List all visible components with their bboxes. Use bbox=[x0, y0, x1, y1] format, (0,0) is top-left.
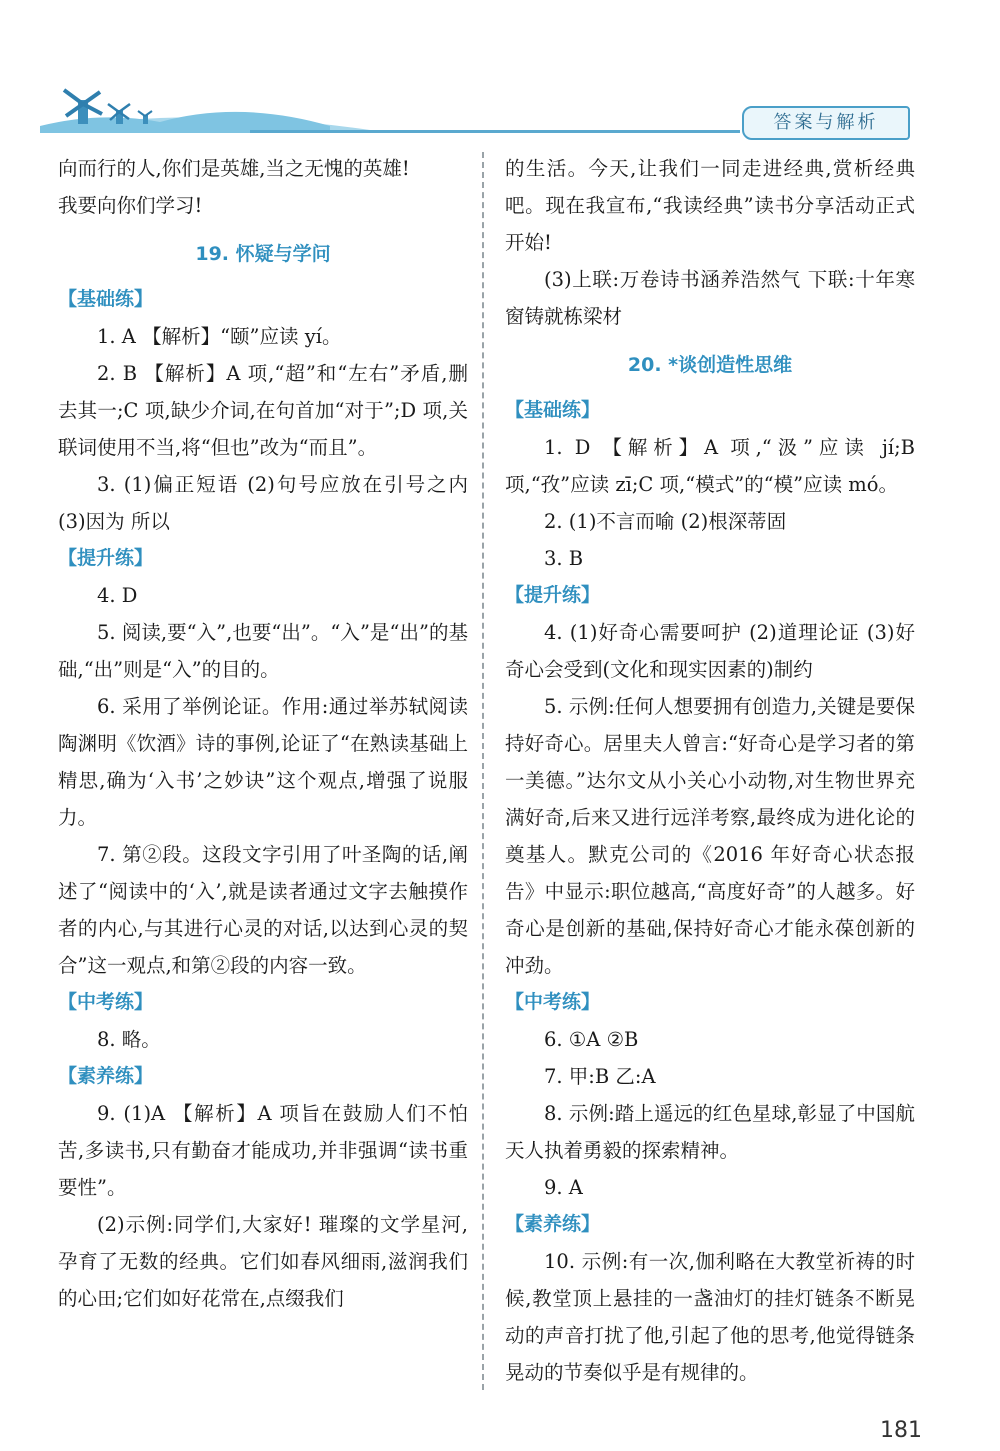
answer-paragraph: 9. (1)A 【解析】A 项旨在鼓励人们不怕苦,多读书,只有勤奋才能成功,并非强调“读书重要性”。 bbox=[58, 1102, 468, 1199]
answer-paragraph: 3. B bbox=[544, 547, 584, 570]
windmill-logo-icon bbox=[40, 86, 760, 146]
section-title: 20. *谈创造性思维 bbox=[627, 354, 793, 376]
practice-tag: 【提升练】 bbox=[58, 547, 154, 569]
answer-paragraph: (3)上联:万卷诗书涵养浩然气 下联:十年寒窗铸就栋梁材 bbox=[505, 268, 915, 328]
answer-paragraph: 1. D 【解析】A 项,“汲”应读 jí;B 项,“孜”应读 zī;C 项,“模式”的“模”应读 mó。 bbox=[505, 436, 915, 496]
answer-paragraph: 向而行的人,你们是英雄,当之无愧的英雄! bbox=[58, 157, 410, 180]
answer-paragraph: 7. 甲:B 乙:A bbox=[544, 1065, 656, 1088]
practice-tag: 【中考练】 bbox=[58, 991, 154, 1013]
practice-tag: 【素养练】 bbox=[58, 1065, 154, 1087]
answer-paragraph: 7. 第②段。这段文字引用了叶圣陶的话,阐述了“阅读中的‘入’,就是读者通过文字去触摸作者的内心,与其进行心灵的对话,以达到心灵的契合”这一观点,和第②段的内容一致。 bbox=[58, 843, 468, 977]
answer-paragraph: 1. A 【解析】“颐”应读 yí。 bbox=[97, 325, 342, 348]
section-title: 19. 怀疑与学问 bbox=[195, 243, 331, 265]
answer-paragraph: (2)示例:同学们,大家好! 璀璨的文学星河,孕育了无数的经典。它们如春风细雨,滋润我们的心田;它们如好花常在,点缀我们 bbox=[58, 1213, 468, 1310]
header-rule bbox=[250, 130, 740, 133]
answer-paragraph: 9. A bbox=[544, 1176, 583, 1199]
answer-paragraph: 8. 示例:踏上遥远的红色星球,彰显了中国航天人执着勇毅的探索精神。 bbox=[505, 1102, 915, 1162]
practice-tag: 【基础练】 bbox=[58, 288, 154, 310]
answer-paragraph: 6. ①A ②B bbox=[544, 1028, 639, 1051]
answer-paragraph: 4. (1)好奇心需要呵护 (2)道理论证 (3)好奇心会受到(文化和现实因素的)制约 bbox=[505, 621, 915, 681]
answer-paragraph: 10. 示例:有一次,伽利略在大教堂祈祷的时候,教堂顶上悬挂的一盏油灯的挂灯链条不断晃动的声音打扰了他,引起了他的思考,他觉得链条晃动的节奏似乎是有规律的。 bbox=[505, 1250, 915, 1384]
answer-paragraph: 3. (1)偏正短语 (2)句号应放在引号之内 (3)因为 所以 bbox=[58, 473, 468, 533]
answer-paragraph: 我要向你们学习! bbox=[58, 194, 203, 217]
page-number: 181 bbox=[880, 1418, 922, 1443]
header-section-tab: 答案与解析 bbox=[742, 106, 910, 140]
answer-paragraph: 5. 阅读,要“入”,也要“出”。“入”是“出”的基础,“出”则是“入”的目的。 bbox=[58, 621, 468, 681]
left-column bbox=[58, 150, 468, 1317]
answer-paragraph: 5. 示例:任何人想要拥有创造力,关键是要保持好奇心。居里夫人曾言:“好奇心是学习者的第一美德。”达尔文从小关心小动物,对生物世界充满好奇,后来又进行远洋考察,最终成为进化论的奠基人。默克公司的《2016 年好奇心状态报告》中显示:职位越高,“高度好奇”的人越多。好奇心是创新的基础,保持好奇心才能永葆创新的冲劲。 bbox=[505, 695, 915, 977]
answer-paragraph: 的生活。今天,让我们一同走进经典,赏析经典吧。现在我宣布,“我读经典”读书分享活动正式开始! bbox=[505, 157, 915, 254]
practice-tag: 【素养练】 bbox=[505, 1213, 601, 1235]
answer-paragraph: 2. B 【解析】A 项,“超”和“左右”矛盾,删去其一;C 项,缺少介词,在句首加“对于”;D 项,关联词使用不当,将“但也”改为“而且”。 bbox=[58, 362, 468, 459]
right-column bbox=[505, 150, 915, 1391]
practice-tag: 【中考练】 bbox=[505, 991, 601, 1013]
practice-tag: 【提升练】 bbox=[505, 584, 601, 606]
column-divider bbox=[482, 152, 484, 1390]
answer-paragraph: 6. 采用了举例论证。作用:通过举苏轼阅读陶渊明《饮酒》诗的事例,论证了“在熟读基础上精思,确为‘入书’之妙诀”这个观点,增强了说服力。 bbox=[58, 695, 468, 829]
answer-paragraph: 8. 略。 bbox=[97, 1028, 161, 1051]
practice-tag: 【基础练】 bbox=[505, 399, 601, 421]
answer-paragraph: 4. D bbox=[97, 584, 138, 607]
answer-paragraph: 2. (1)不言而喻 (2)根深蒂固 bbox=[544, 510, 787, 533]
